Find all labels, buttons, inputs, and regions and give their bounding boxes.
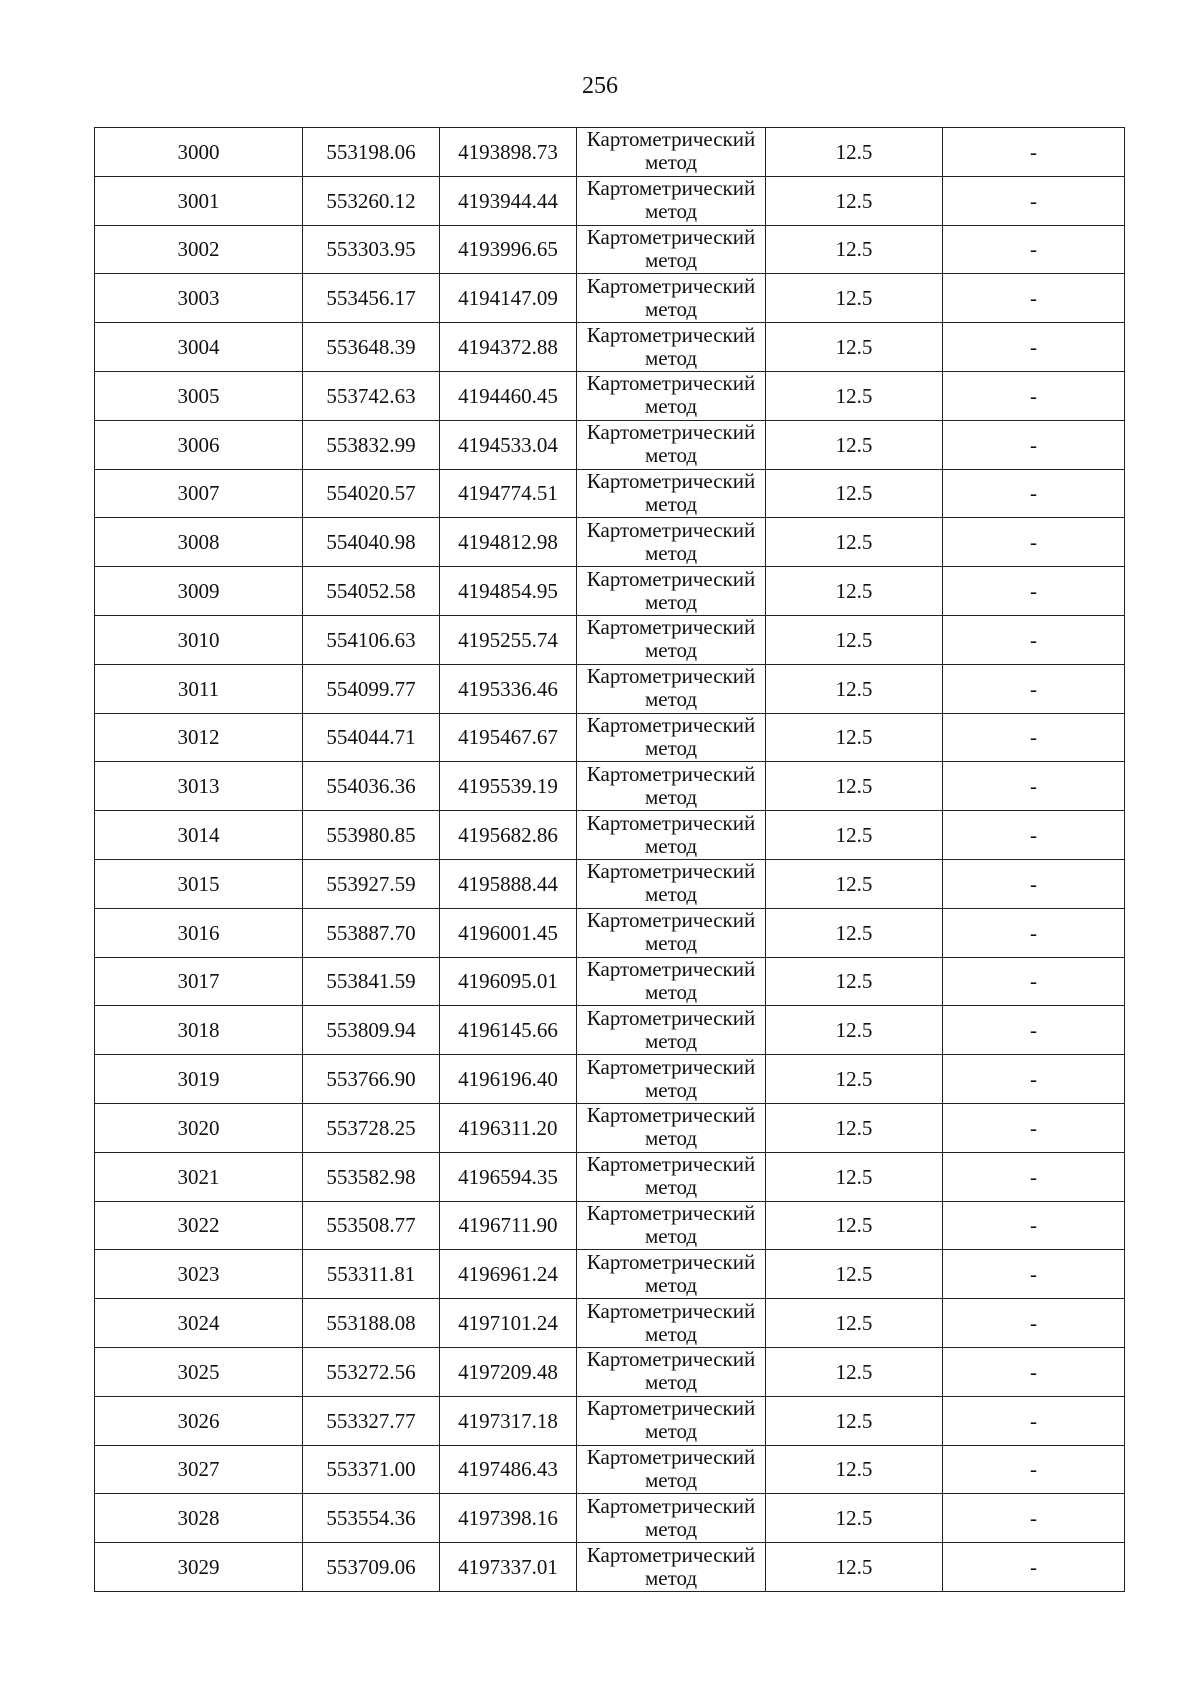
table-row — [95, 469, 1125, 518]
method-line-2: метод — [644, 687, 698, 712]
y-coordinate-cell: 4194533.04 — [440, 420, 577, 469]
method-line-2: метод — [644, 1516, 698, 1541]
note-cell: - — [943, 1494, 1125, 1543]
y-coordinate-cell: 4193944.44 — [440, 176, 577, 225]
method-line-2: метод — [644, 247, 698, 272]
accuracy-cell: 12.5 — [766, 1299, 943, 1348]
method-cell — [577, 420, 766, 469]
point-number-cell: 3015 — [95, 859, 303, 908]
x-coordinate-cell: 553508.77 — [303, 1201, 440, 1250]
table-row — [95, 1445, 1125, 1494]
accuracy-cell: 12.5 — [766, 811, 943, 860]
method-line-1: Картометрический — [586, 1298, 756, 1323]
note-cell: - — [943, 518, 1125, 567]
method-cell — [577, 1250, 766, 1299]
point-number-cell: 3011 — [95, 664, 303, 713]
x-coordinate-cell: 553742.63 — [303, 371, 440, 420]
y-coordinate-cell: 4194372.88 — [440, 323, 577, 372]
y-coordinate-cell: 4196145.66 — [440, 1006, 577, 1055]
table-row — [95, 128, 1125, 177]
point-number-cell: 3007 — [95, 469, 303, 518]
table-row — [95, 1152, 1125, 1201]
table-row — [95, 225, 1125, 274]
coordinates-table — [94, 127, 1125, 1592]
method-cell — [577, 664, 766, 713]
method-line-2: метод — [644, 979, 698, 1004]
x-coordinate-cell: 553311.81 — [303, 1250, 440, 1299]
y-coordinate-cell: 4197398.16 — [440, 1494, 577, 1543]
note-cell: - — [943, 1543, 1125, 1592]
point-number-cell: 3024 — [95, 1299, 303, 1348]
table-row — [95, 713, 1125, 762]
method-line-1: Картометрический — [586, 908, 756, 933]
x-coordinate-cell: 553832.99 — [303, 420, 440, 469]
accuracy-cell: 12.5 — [766, 469, 943, 518]
x-coordinate-cell: 554036.36 — [303, 762, 440, 811]
method-line-1: Картометрический — [586, 566, 756, 591]
note-cell: - — [943, 859, 1125, 908]
point-number-cell: 3026 — [95, 1396, 303, 1445]
method-line-2: метод — [644, 394, 698, 419]
y-coordinate-cell: 4196196.40 — [440, 1055, 577, 1104]
accuracy-cell: 12.5 — [766, 1103, 943, 1152]
method-line-2: метод — [644, 1565, 698, 1590]
x-coordinate-cell: 553456.17 — [303, 274, 440, 323]
point-number-cell: 3012 — [95, 713, 303, 762]
note-cell: - — [943, 1299, 1125, 1348]
table-row — [95, 908, 1125, 957]
table-row — [95, 274, 1125, 323]
accuracy-cell: 12.5 — [766, 176, 943, 225]
y-coordinate-cell: 4196001.45 — [440, 908, 577, 957]
table-row — [95, 1055, 1125, 1104]
method-cell — [577, 567, 766, 616]
point-number-cell: 3017 — [95, 957, 303, 1006]
table-row — [95, 1396, 1125, 1445]
note-cell: - — [943, 1055, 1125, 1104]
y-coordinate-cell: 4194774.51 — [440, 469, 577, 518]
note-cell: - — [943, 664, 1125, 713]
method-cell — [577, 274, 766, 323]
note-cell: - — [943, 420, 1125, 469]
y-coordinate-cell: 4197101.24 — [440, 1299, 577, 1348]
accuracy-cell: 12.5 — [766, 859, 943, 908]
point-number-cell: 3028 — [95, 1494, 303, 1543]
accuracy-cell: 12.5 — [766, 567, 943, 616]
method-line-2: метод — [644, 589, 698, 614]
note-cell: - — [943, 1201, 1125, 1250]
point-number-cell: 3014 — [95, 811, 303, 860]
method-cell — [577, 371, 766, 420]
accuracy-cell: 12.5 — [766, 957, 943, 1006]
note-cell: - — [943, 811, 1125, 860]
method-line-1: Картометрический — [586, 1347, 756, 1372]
table-row — [95, 957, 1125, 1006]
accuracy-cell: 12.5 — [766, 615, 943, 664]
x-coordinate-cell: 553371.00 — [303, 1445, 440, 1494]
table-row — [95, 615, 1125, 664]
method-cell — [577, 908, 766, 957]
x-coordinate-cell: 553809.94 — [303, 1006, 440, 1055]
method-cell — [577, 128, 766, 177]
point-number-cell: 3013 — [95, 762, 303, 811]
method-line-2: метод — [644, 443, 698, 468]
method-line-2: метод — [644, 882, 698, 907]
method-line-1: Картометрический — [586, 1103, 756, 1128]
x-coordinate-cell: 553841.59 — [303, 957, 440, 1006]
accuracy-cell: 12.5 — [766, 1006, 943, 1055]
accuracy-cell: 12.5 — [766, 371, 943, 420]
point-number-cell: 3023 — [95, 1250, 303, 1299]
method-line-1: Картометрический — [586, 1493, 756, 1518]
note-cell: - — [943, 176, 1125, 225]
x-coordinate-cell: 553927.59 — [303, 859, 440, 908]
method-line-1: Картометрический — [586, 517, 756, 542]
table-row — [95, 420, 1125, 469]
x-coordinate-cell: 553887.70 — [303, 908, 440, 957]
method-line-2: метод — [644, 491, 698, 516]
method-line-2: метод — [644, 199, 698, 224]
table-row — [95, 371, 1125, 420]
y-coordinate-cell: 4197486.43 — [440, 1445, 577, 1494]
accuracy-cell: 12.5 — [766, 1396, 943, 1445]
note-cell: - — [943, 274, 1125, 323]
y-coordinate-cell: 4196311.20 — [440, 1103, 577, 1152]
method-line-1: Картометрический — [586, 1542, 756, 1567]
x-coordinate-cell: 553648.39 — [303, 323, 440, 372]
y-coordinate-cell: 4194854.95 — [440, 567, 577, 616]
method-line-2: метод — [644, 1467, 698, 1492]
point-number-cell: 3008 — [95, 518, 303, 567]
x-coordinate-cell: 553582.98 — [303, 1152, 440, 1201]
y-coordinate-cell: 4195888.44 — [440, 859, 577, 908]
x-coordinate-cell: 554020.57 — [303, 469, 440, 518]
y-coordinate-cell: 4196594.35 — [440, 1152, 577, 1201]
accuracy-cell: 12.5 — [766, 908, 943, 957]
point-number-cell: 3003 — [95, 274, 303, 323]
table-row — [95, 518, 1125, 567]
x-coordinate-cell: 554099.77 — [303, 664, 440, 713]
method-line-2: метод — [644, 1028, 698, 1053]
note-cell: - — [943, 1103, 1125, 1152]
method-line-1: Картометрический — [586, 224, 756, 249]
y-coordinate-cell: 4195539.19 — [440, 762, 577, 811]
x-coordinate-cell: 554040.98 — [303, 518, 440, 567]
accuracy-cell: 12.5 — [766, 323, 943, 372]
method-line-2: метод — [644, 735, 698, 760]
method-line-1: Картометрический — [586, 761, 756, 786]
method-cell — [577, 1543, 766, 1592]
y-coordinate-cell: 4196711.90 — [440, 1201, 577, 1250]
x-coordinate-cell: 554044.71 — [303, 713, 440, 762]
x-coordinate-cell: 553272.56 — [303, 1347, 440, 1396]
table-row — [95, 1201, 1125, 1250]
method-cell — [577, 713, 766, 762]
point-number-cell: 3016 — [95, 908, 303, 957]
table-row — [95, 1543, 1125, 1592]
note-cell: - — [943, 713, 1125, 762]
point-number-cell: 3001 — [95, 176, 303, 225]
method-line-2: метод — [644, 931, 698, 956]
table-row — [95, 1103, 1125, 1152]
x-coordinate-cell: 553766.90 — [303, 1055, 440, 1104]
method-line-2: метод — [644, 345, 698, 370]
table-row — [95, 664, 1125, 713]
note-cell: - — [943, 469, 1125, 518]
accuracy-cell: 12.5 — [766, 1152, 943, 1201]
method-cell — [577, 1445, 766, 1494]
accuracy-cell: 12.5 — [766, 1055, 943, 1104]
method-line-1: Картометрический — [586, 468, 756, 493]
x-coordinate-cell: 553198.06 — [303, 128, 440, 177]
coordinates-table-body — [95, 128, 1125, 1592]
method-cell — [577, 518, 766, 567]
method-line-2: метод — [644, 1077, 698, 1102]
x-coordinate-cell: 553327.77 — [303, 1396, 440, 1445]
method-cell — [577, 1006, 766, 1055]
method-line-2: метод — [644, 1223, 698, 1248]
method-cell — [577, 176, 766, 225]
y-coordinate-cell: 4197337.01 — [440, 1543, 577, 1592]
method-line-1: Картометрический — [586, 371, 756, 396]
method-line-1: Картометрический — [586, 810, 756, 835]
note-cell: - — [943, 1250, 1125, 1299]
point-number-cell: 3029 — [95, 1543, 303, 1592]
accuracy-cell: 12.5 — [766, 1347, 943, 1396]
x-coordinate-cell: 554052.58 — [303, 567, 440, 616]
table-row — [95, 1006, 1125, 1055]
x-coordinate-cell: 553728.25 — [303, 1103, 440, 1152]
y-coordinate-cell: 4194460.45 — [440, 371, 577, 420]
accuracy-cell: 12.5 — [766, 1250, 943, 1299]
method-line-2: метод — [644, 296, 698, 321]
method-line-2: метод — [644, 638, 698, 663]
point-number-cell: 3005 — [95, 371, 303, 420]
method-cell — [577, 859, 766, 908]
y-coordinate-cell: 4195255.74 — [440, 615, 577, 664]
x-coordinate-cell: 553980.85 — [303, 811, 440, 860]
method-cell — [577, 1347, 766, 1396]
note-cell: - — [943, 957, 1125, 1006]
method-line-1: Картометрический — [586, 859, 756, 884]
method-line-2: метод — [644, 540, 698, 565]
method-line-1: Картометрический — [586, 664, 756, 689]
method-line-2: метод — [644, 1419, 698, 1444]
y-coordinate-cell: 4194147.09 — [440, 274, 577, 323]
method-cell — [577, 323, 766, 372]
method-line-2: метод — [644, 784, 698, 809]
accuracy-cell: 12.5 — [766, 1494, 943, 1543]
accuracy-cell: 12.5 — [766, 1543, 943, 1592]
x-coordinate-cell: 553303.95 — [303, 225, 440, 274]
point-number-cell: 3000 — [95, 128, 303, 177]
x-coordinate-cell: 553554.36 — [303, 1494, 440, 1543]
x-coordinate-cell: 553188.08 — [303, 1299, 440, 1348]
method-cell — [577, 811, 766, 860]
point-number-cell: 3019 — [95, 1055, 303, 1104]
note-cell: - — [943, 762, 1125, 811]
accuracy-cell: 12.5 — [766, 713, 943, 762]
method-cell — [577, 957, 766, 1006]
accuracy-cell: 12.5 — [766, 420, 943, 469]
table-row — [95, 323, 1125, 372]
note-cell: - — [943, 225, 1125, 274]
table-row — [95, 567, 1125, 616]
method-cell — [577, 762, 766, 811]
y-coordinate-cell: 4195682.86 — [440, 811, 577, 860]
accuracy-cell: 12.5 — [766, 274, 943, 323]
method-cell — [577, 469, 766, 518]
method-cell — [577, 1055, 766, 1104]
method-line-1: Картометрический — [586, 322, 756, 347]
note-cell: - — [943, 1347, 1125, 1396]
table-row — [95, 1494, 1125, 1543]
accuracy-cell: 12.5 — [766, 1201, 943, 1250]
method-cell — [577, 615, 766, 664]
method-line-2: метод — [644, 1272, 698, 1297]
y-coordinate-cell: 4193898.73 — [440, 128, 577, 177]
accuracy-cell: 12.5 — [766, 1445, 943, 1494]
point-number-cell: 3018 — [95, 1006, 303, 1055]
accuracy-cell: 12.5 — [766, 518, 943, 567]
note-cell: - — [943, 908, 1125, 957]
note-cell: - — [943, 371, 1125, 420]
x-coordinate-cell: 553260.12 — [303, 176, 440, 225]
method-line-1: Картометрический — [586, 956, 756, 981]
method-cell — [577, 1152, 766, 1201]
method-cell — [577, 1201, 766, 1250]
method-line-1: Картометрический — [586, 1396, 756, 1421]
y-coordinate-cell: 4195467.67 — [440, 713, 577, 762]
table-row — [95, 1347, 1125, 1396]
method-line-1: Картометрический — [586, 1444, 756, 1469]
page-number: 256 — [582, 73, 618, 99]
method-cell — [577, 225, 766, 274]
point-number-cell: 3022 — [95, 1201, 303, 1250]
method-line-1: Картометрический — [586, 273, 756, 298]
method-line-2: метод — [644, 1126, 698, 1151]
note-cell: - — [943, 128, 1125, 177]
table-row — [95, 859, 1125, 908]
table-row — [95, 811, 1125, 860]
method-line-1: Картометрический — [586, 1200, 756, 1225]
note-cell: - — [943, 615, 1125, 664]
method-line-2: метод — [644, 1370, 698, 1395]
accuracy-cell: 12.5 — [766, 225, 943, 274]
method-line-1: Картометрический — [586, 1249, 756, 1274]
method-line-2: метод — [644, 833, 698, 858]
y-coordinate-cell: 4193996.65 — [440, 225, 577, 274]
method-line-1: Картометрический — [586, 420, 756, 445]
method-line-1: Картометрический — [586, 1152, 756, 1177]
y-coordinate-cell: 4196095.01 — [440, 957, 577, 1006]
method-line-2: метод — [644, 1321, 698, 1346]
y-coordinate-cell: 4197317.18 — [440, 1396, 577, 1445]
y-coordinate-cell: 4197209.48 — [440, 1347, 577, 1396]
point-number-cell: 3009 — [95, 567, 303, 616]
note-cell: - — [943, 1396, 1125, 1445]
y-coordinate-cell: 4196961.24 — [440, 1250, 577, 1299]
accuracy-cell: 12.5 — [766, 128, 943, 177]
point-number-cell: 3027 — [95, 1445, 303, 1494]
y-coordinate-cell: 4194812.98 — [440, 518, 577, 567]
note-cell: - — [943, 567, 1125, 616]
point-number-cell: 3025 — [95, 1347, 303, 1396]
point-number-cell: 3002 — [95, 225, 303, 274]
method-cell — [577, 1299, 766, 1348]
method-line-1: Картометрический — [586, 1005, 756, 1030]
point-number-cell: 3010 — [95, 615, 303, 664]
table-row — [95, 1250, 1125, 1299]
method-line-1: Картометрический — [586, 615, 756, 640]
note-cell: - — [943, 1006, 1125, 1055]
method-line-2: метод — [644, 150, 698, 175]
note-cell: - — [943, 1152, 1125, 1201]
method-cell — [577, 1396, 766, 1445]
method-line-1: Картометрический — [586, 1054, 756, 1079]
table-row — [95, 176, 1125, 225]
point-number-cell: 3004 — [95, 323, 303, 372]
point-number-cell: 3021 — [95, 1152, 303, 1201]
method-line-1: Картометрический — [586, 127, 756, 152]
method-line-2: метод — [644, 1175, 698, 1200]
table-row — [95, 1299, 1125, 1348]
method-line-1: Картометрический — [586, 712, 756, 737]
x-coordinate-cell: 553709.06 — [303, 1543, 440, 1592]
note-cell: - — [943, 1445, 1125, 1494]
note-cell: - — [943, 323, 1125, 372]
accuracy-cell: 12.5 — [766, 762, 943, 811]
method-line-1: Картометрический — [586, 176, 756, 201]
point-number-cell: 3020 — [95, 1103, 303, 1152]
point-number-cell: 3006 — [95, 420, 303, 469]
method-cell — [577, 1494, 766, 1543]
x-coordinate-cell: 554106.63 — [303, 615, 440, 664]
method-cell — [577, 1103, 766, 1152]
table-row — [95, 762, 1125, 811]
y-coordinate-cell: 4195336.46 — [440, 664, 577, 713]
accuracy-cell: 12.5 — [766, 664, 943, 713]
